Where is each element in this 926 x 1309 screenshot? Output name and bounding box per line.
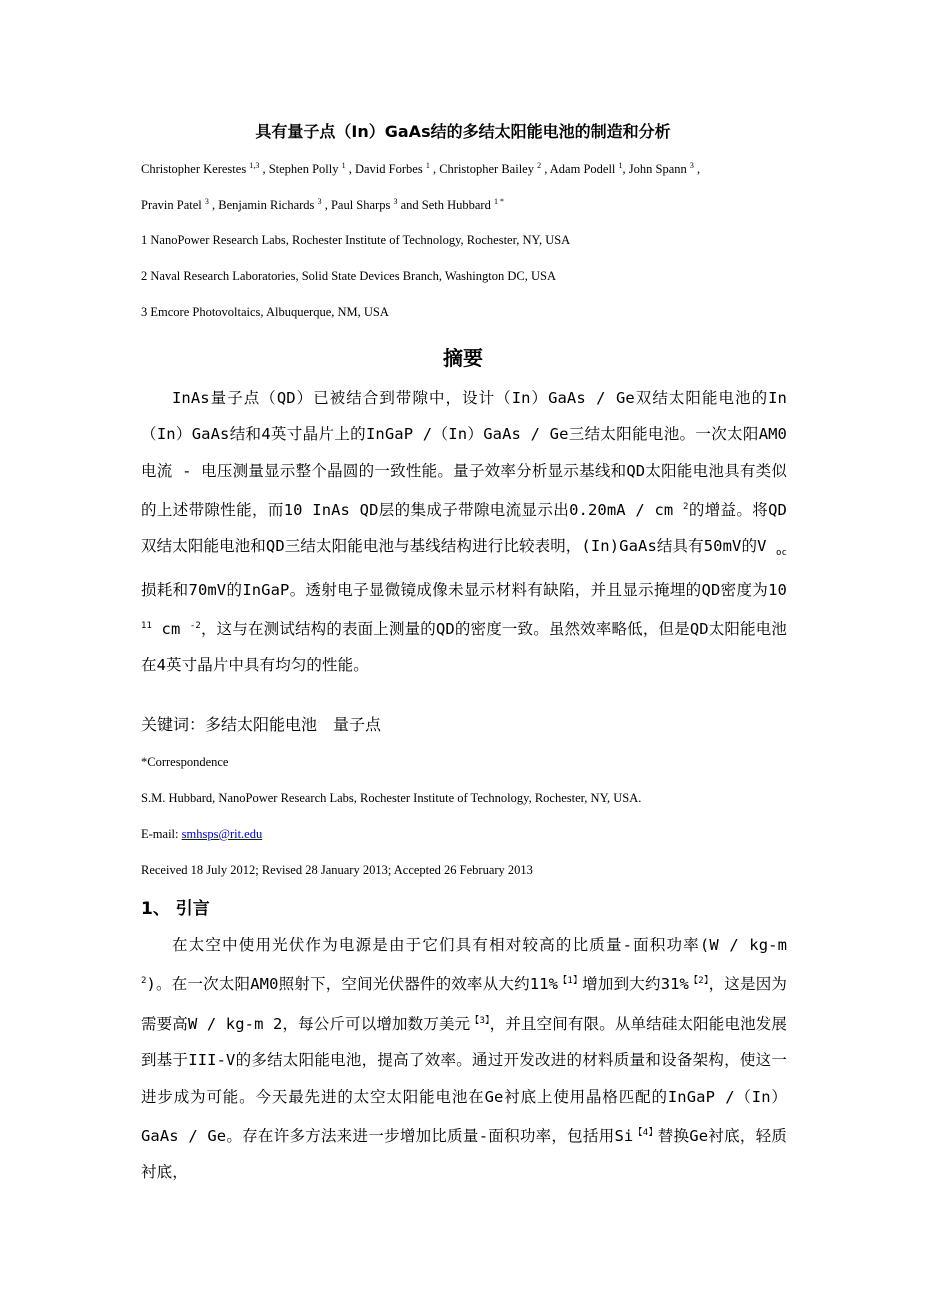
abstract-heading: 摘要 <box>443 346 483 370</box>
introduction-paragraph: 在太空中使用光伏作为电源是由于它们具有相对较高的比质量-面积功率(W / kg-m $^2$)。在一次太阳AM0照射下，空间光伏器件的效率从大约11%$^{【1】}$增加到大约31%$^{【2】}$，这是因为需要高W / kg-m 2，每公斤可以增加数万美元$^{【3】}$，并且空间有限。从单结硅太阳能电池发展到基于III-V的多结太阳能电池，提高了效率。通过开发改进的材料质量和设备架构，使这一进步成为可能。今天最先进的太空太阳能电池在Ge衬底上使用晶格匹配的InGaP /（In）GaAs / Ge。存在许多方法来进一步增加比质量-面积功率，包括用$Si^{【4】}$替换Ge衬底，轻质衬底， <box>141 936 787 1182</box>
author: Stephen Polly $^1$ , <box>268 161 355 177</box>
email-link[interactable]: smhsps@rit.edu <box>181 827 263 841</box>
author: John Spann $^3$ , <box>628 161 701 177</box>
affiliation-2: 2 Naval Research Laboratories, Solid State Devices Branch, Washington DC, USA <box>141 269 556 283</box>
keyword: 多结太阳能电池 <box>205 715 318 734</box>
correspondence-email-line <box>141 827 262 842</box>
author: Christopher Kerestes $^{1,3}$ , <box>141 161 269 177</box>
keyword: 量子点 <box>333 715 382 734</box>
author: Paul Sharps $^3$ and <box>330 197 422 213</box>
author-list-line-2 <box>141 197 504 213</box>
citation: 【2】 <box>689 976 709 987</box>
email-label: E-mail: <box>141 827 182 841</box>
abstract-paragraph: InAs量子点（QD）已被结合到带隙中，设计（In）GaAs / Ge双结太阳能电池的In（In）GaAs结和4英寸晶片上的InGaP /（In）GaAs / Ge三结太阳能电池。一次太阳AM0电流 - 电压测量显示整个晶圆的一致性能。量子效率分析显示基线和QD太阳能电池具有类似的上述带隙性能，而10 InAs QD层的集成子带隙电流显示出0.20mA / cm $^2$的增益。将QD双结太阳能电池和QD三结太阳能电池与基线结构进行比较表明，(In)GaAs结具有50mV的V $_{oc}$损耗和70mV的InGaP。透射电子显微镜成像未显示材料有缺陷，并且显示掩埋的QD密度为10 $^{11}$ cm $^{-2}$，这与在测试结构的表面上测量的QD的密度一致。虽然效率略低，但是QD太阳能电池在4英寸晶片中具有均匀的性能。 <box>141 389 787 675</box>
affiliation-3: 3 Emcore Photovoltaics, Albuquerque, NM, USA <box>141 305 389 319</box>
correspondence-label: *Correspondence <box>141 755 229 769</box>
citation: 【4】 <box>633 1127 658 1138</box>
correspondence-address: S.M. Hubbard, NanoPower Research Labs, Rochester Institute of Technology, Rochester, NY, USA. <box>141 791 642 805</box>
citation: 【3】 <box>470 1015 490 1026</box>
received-dates: Received 18 July 2012; Revised 28 January 2013; Accepted 26 February 2013 <box>141 863 533 877</box>
author: David Forbes $^1$ , <box>354 161 440 177</box>
author-list-line-1 <box>141 161 700 177</box>
author: Benjamin Richards $^3$ , <box>218 197 331 213</box>
affiliation-1: 1 NanoPower Research Labs, Rochester Institute of Technology, Rochester, NY, USA <box>141 233 571 247</box>
author: Adam Podell $^1$, <box>549 161 629 177</box>
author: Pravin Patel $^3$ , <box>141 197 219 213</box>
paper-title: 具有量子点（In）GaAs结的多结太阳能电池的制造和分析 <box>255 122 671 141</box>
keywords <box>141 712 397 735</box>
keywords-label: 关键词： <box>141 715 206 734</box>
author: Seth Hubbard $^{1 *}$ <box>421 197 504 213</box>
author: Christopher Bailey $^2$ , <box>439 161 550 177</box>
section-heading-introduction: 1、 引言 <box>141 899 210 919</box>
citation: 【1】 <box>558 976 583 987</box>
